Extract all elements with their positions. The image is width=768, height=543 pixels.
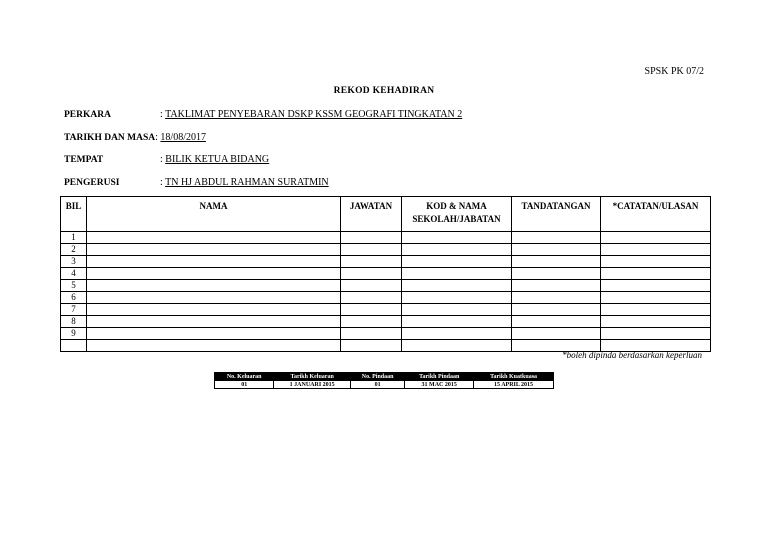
- table-cell: [87, 256, 341, 268]
- table-cell: [341, 316, 402, 328]
- page-title: REKOD KEHADIRAN: [333, 86, 435, 96]
- table-cell: [341, 304, 402, 316]
- table-cell: [402, 328, 512, 340]
- table-cell: [601, 232, 711, 244]
- table-cell: [402, 340, 512, 352]
- table-cell: [512, 280, 601, 292]
- field-separator: :: [160, 109, 166, 120]
- document-code: SPSK PK 07/2: [644, 66, 704, 77]
- table-cell: [512, 256, 601, 268]
- table-row: [61, 304, 711, 316]
- footnote: *boleh dipinda berdasarkan keperluan: [562, 350, 702, 360]
- field-perkara: [64, 109, 462, 120]
- table-row: [61, 292, 711, 304]
- rev-header-tarikh-kuatkuasa: Tarikh Kuatkuasa: [474, 373, 554, 381]
- revision-value-row: [215, 381, 554, 389]
- table-cell: [87, 304, 341, 316]
- table-cell: [601, 268, 711, 280]
- row-number: 6: [61, 292, 87, 304]
- header-kod-line1: KOD & NAMA: [426, 201, 487, 211]
- table-cell: [87, 340, 341, 352]
- revision-table: [214, 372, 554, 389]
- rev-value-no-keluaran: 01: [215, 381, 274, 389]
- rev-header-tarikh-pindaan: Tarikh Pindaan: [405, 373, 474, 381]
- attendance-table: [60, 196, 711, 352]
- table-cell: [601, 316, 711, 328]
- table-cell: [402, 244, 512, 256]
- field-tarikh-dan-masa: [64, 132, 206, 143]
- field-pengerusi: [64, 177, 329, 188]
- table-cell: [512, 316, 601, 328]
- field-label: TEMPAT: [64, 155, 104, 165]
- table-cell: [87, 244, 341, 256]
- table-cell: [601, 292, 711, 304]
- table-row: [61, 256, 711, 268]
- row-number: 1: [61, 232, 87, 244]
- rev-value-tarikh-pindaan: 31 MAC 2015: [405, 381, 474, 389]
- table-cell: [402, 292, 512, 304]
- table-cell: [87, 268, 341, 280]
- row-number: [61, 340, 87, 352]
- field-separator: :: [160, 154, 166, 165]
- table-cell: [341, 280, 402, 292]
- table-cell: [512, 232, 601, 244]
- header-tandatangan: TANDATANGAN: [512, 197, 601, 232]
- table-row: [61, 232, 711, 244]
- row-number: 4: [61, 268, 87, 280]
- table-cell: [512, 304, 601, 316]
- field-value: TN HJ ABDUL RAHMAN SURATMIN: [165, 177, 329, 188]
- row-number: 3: [61, 256, 87, 268]
- table-cell: [402, 256, 512, 268]
- table-cell: [341, 256, 402, 268]
- table-cell: [512, 328, 601, 340]
- table-cell: [341, 292, 402, 304]
- table-cell: [601, 280, 711, 292]
- field-value: 18/08/2017: [160, 132, 206, 143]
- rev-header-no-pindaan: No. Pindaan: [350, 373, 404, 381]
- table-cell: [402, 232, 512, 244]
- header-bil: BIL: [61, 197, 87, 232]
- header-kod-nama: [402, 197, 512, 232]
- field-separator: :: [155, 132, 161, 143]
- field-separator: :: [160, 177, 166, 188]
- table-cell: [601, 328, 711, 340]
- rev-value-tarikh-keluaran: 1 JANUARI 2015: [274, 381, 351, 389]
- field-label: TARIKH DAN MASA: [64, 133, 156, 143]
- header-kod-line2: SEKOLAH/JABATAN: [412, 214, 501, 224]
- table-cell: [601, 244, 711, 256]
- table-cell: [341, 244, 402, 256]
- rev-header-no-keluaran: No. Keluaran: [215, 373, 274, 381]
- field-label: PENGERUSI: [64, 178, 120, 188]
- row-number: 8: [61, 316, 87, 328]
- table-cell: [341, 340, 402, 352]
- rev-header-tarikh-keluaran: Tarikh Keluaran: [274, 373, 351, 381]
- table-cell: [341, 268, 402, 280]
- table-cell: [341, 328, 402, 340]
- table-cell: [87, 292, 341, 304]
- row-number: 7: [61, 304, 87, 316]
- table-cell: [402, 316, 512, 328]
- table-cell: [87, 232, 341, 244]
- table-cell: [601, 304, 711, 316]
- revision-header-row: [215, 373, 554, 381]
- field-tempat: [64, 154, 269, 165]
- table-row: [61, 244, 711, 256]
- header-nama: NAMA: [87, 197, 341, 232]
- field-value: TAKLIMAT PENYEBARAN DSKP KSSM GEOGRAFI TINGKATAN 2: [165, 109, 463, 120]
- rev-value-no-pindaan: 01: [350, 381, 404, 389]
- table-cell: [402, 268, 512, 280]
- table-row: [61, 328, 711, 340]
- row-number: 2: [61, 244, 87, 256]
- table-row: [61, 316, 711, 328]
- header-jawatan: JAWATAN: [341, 197, 402, 232]
- field-value: BILIK KETUA BIDANG: [165, 154, 270, 165]
- table-cell: [87, 280, 341, 292]
- table-row: [61, 268, 711, 280]
- table-cell: [512, 244, 601, 256]
- row-number: 9: [61, 328, 87, 340]
- header-catatan: *CATATAN/ULASAN: [601, 197, 711, 232]
- table-cell: [512, 268, 601, 280]
- table-row: [61, 280, 711, 292]
- table-cell: [402, 304, 512, 316]
- table-cell: [512, 292, 601, 304]
- rev-value-tarikh-kuatkuasa: 15 APRIL 2015: [474, 381, 554, 389]
- table-cell: [601, 256, 711, 268]
- row-number: 5: [61, 280, 87, 292]
- table-cell: [402, 280, 512, 292]
- table-header-row: [61, 197, 711, 232]
- table-cell: [87, 316, 341, 328]
- table-cell: [87, 328, 341, 340]
- field-label: PERKARA: [64, 110, 111, 120]
- table-cell: [341, 232, 402, 244]
